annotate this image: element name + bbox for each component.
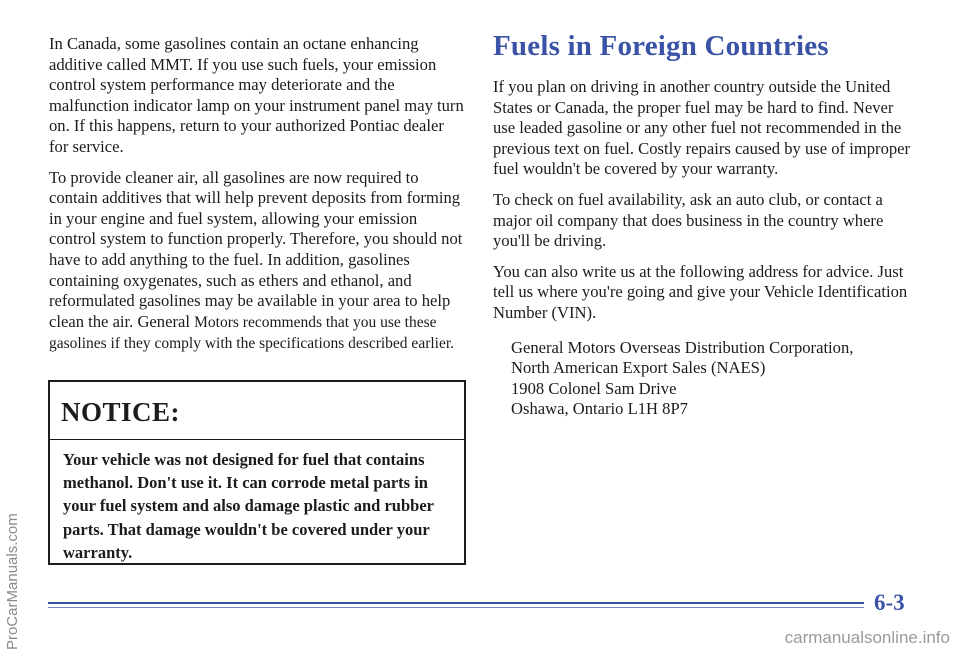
side-watermark: ProCarManuals.com <box>4 513 21 650</box>
section-title: Fuels in Foreign Countries <box>493 30 829 62</box>
address-block <box>511 338 918 420</box>
notice-body: Your vehicle was not designed for fuel that contains methanol. Don't use it. It can corrode metal parts in your fuel system and also damage plastic and rubber parts. That damage wouldn't be covered under your warranty. <box>63 450 434 562</box>
address-line: General Motors Overseas Distribution Corporation, <box>511 337 854 357</box>
notice-box <box>48 380 466 565</box>
additives-paragraph-main: To provide cleaner air, all gasolines are now required to contain additives that will help prevent deposits from forming in your engine and fuel system, allowing your emission control system to function properly. Therefore, you should not have to add anything to the fuel. In addition, gasolines containing oxygenates, such as ethers and ethanol, and reformulated gasolines may be available in your area to help clean the air. General <box>49 167 463 331</box>
foreign-fuel-paragraph: If you plan on driving in another country outside the United States or Canada, the proper fuel may be hard to find. Never use leaded gasoline or any other fuel not recommended in the previous text on fuel. Costly repairs caused by use of improper fuel wouldn't be covered by your warranty. <box>493 77 911 179</box>
address-line: 1908 Colonel Sam Drive <box>511 378 677 398</box>
notice-divider <box>50 439 464 440</box>
mmt-paragraph: In Canada, some gasolines contain an octane enhancing additive called MMT. If you use such fuels, your emission control system performance may deteriorate and the malfunction indicator lamp on your instrument panel may turn on. If this happens, return to your authorized Pontiac dealer for service. <box>49 34 464 156</box>
footer-rule-thin <box>48 607 864 608</box>
bottom-watermark: carmanualsonline.info <box>784 628 950 647</box>
footer-rule <box>48 602 864 604</box>
right-column <box>493 30 918 420</box>
address-line: North American Export Sales (NAES) <box>511 358 766 378</box>
left-column <box>49 34 464 365</box>
notice-title: NOTICE: <box>61 397 181 427</box>
additives-paragraph-tail: Motors recommends that you use these gasolines if they comply with the specifications described earlier. <box>49 313 455 353</box>
address-line: Oshawa, Ontario L1H 8P7 <box>511 399 688 419</box>
write-us-paragraph: You can also write us at the following address for advice. Just tell us where you're going and give your Vehicle Identification Number (VIN). <box>493 261 908 322</box>
page-number: 6-3 <box>874 590 905 615</box>
additives-paragraph <box>49 168 464 355</box>
fuel-availability-paragraph: To check on fuel availability, ask an auto club, or contact a major oil company that does business in the country where you'll be driving. <box>493 189 884 251</box>
